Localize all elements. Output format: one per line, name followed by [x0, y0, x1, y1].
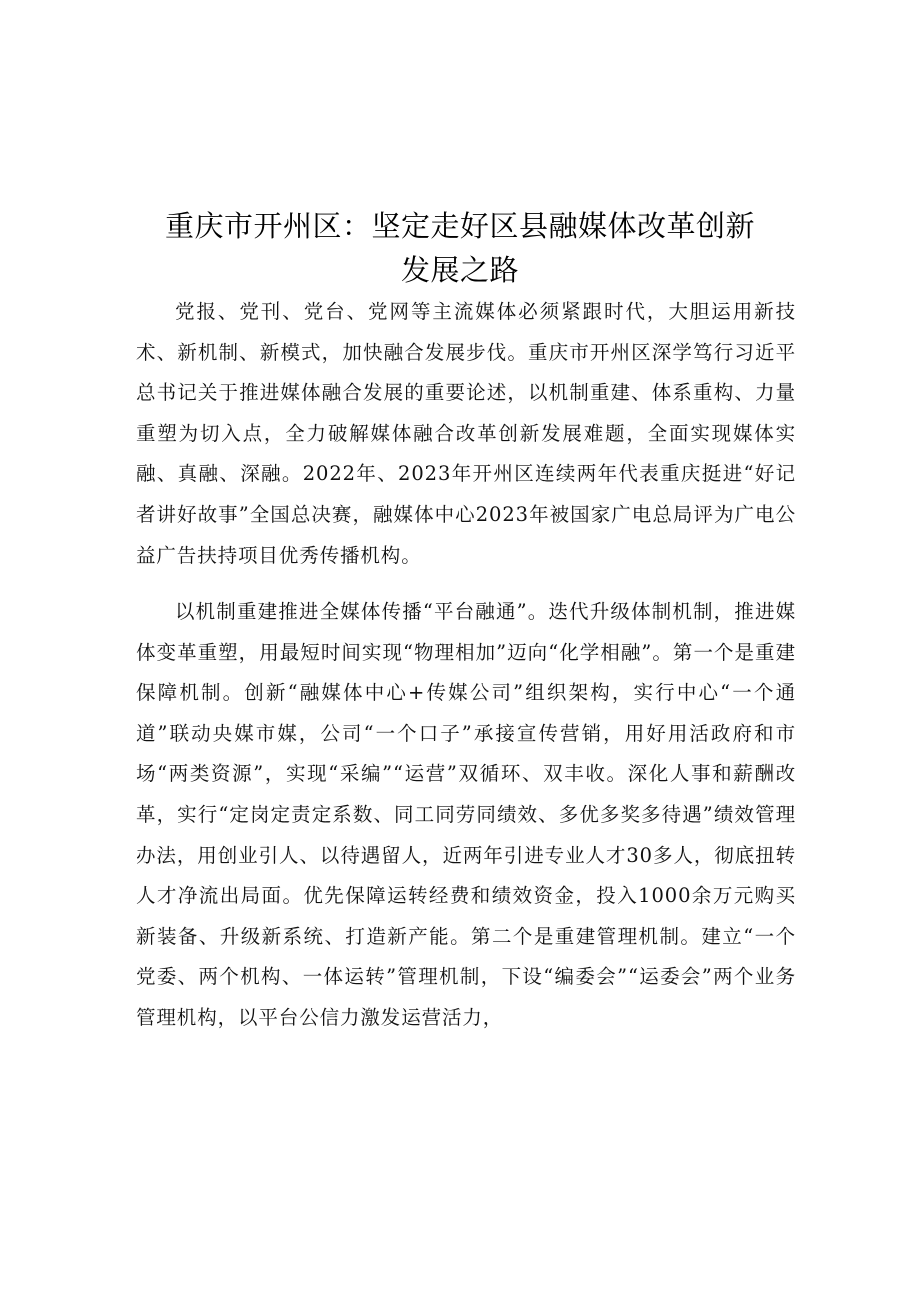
paragraph-mechanism: 以机制重建推进全媒体传播“平台融通”。迭代升级体制机制，推进媒体变革重塑，用最短时间实现“物理相加”迈向“化学相融”。第一个是重建保障机制。创新“融媒体中心+传媒公司”组织架构，实行中心“一个通道”联动央媒市媒，公司“一个口子”承接宣传营销，用好用活政府和市场“两类资源”，实现“采编”“运营”双循环、双丰收。深化人事和薪酬改革，实行“定岗定责定系数、同工同劳同绩效、多优多奖多待遇”绩效管理办法，用创业引人、以待遇留人，近两年引进专业人才30多人，彻底扭转人才净流出局面。优先保障运转经费和绩效资金，投入1000余万元购买新装备、升级新系统、打造新产能。第二个是重建管理机制。建立“一个党委、两个机构、一体运转”管理机制，下设“编委会”“运委会”两个业务管理机构，以平台公信力激发运营活力，	[136, 600, 796, 1029]
paragraph-intro: 党报、党刊、党台、党网等主流媒体必须紧跟时代，大胆运用新技术、新机制、新模式，加快融合发展步伐。重庆市开州区深学笃行习近平总书记关于推进媒体融合发展的重要论述，以机制重建、体系重构、力量重塑为切入点，全力破解媒体融合改革创新发展难题，全面实现媒体实融、真融、深融。2022年、2023年开州区连续两年代表重庆挺进“好记者讲好故事”全国总决赛，融媒体中心2023年被国家广电总局评为广电公益广告扶持项目优秀传播机构。	[136, 300, 796, 567]
title-line-2: 发展之路	[400, 253, 519, 287]
page-title	[140, 204, 780, 292]
title-line-1: 重庆市开州区：坚定走好区县融媒体改革创新	[164, 209, 755, 243]
